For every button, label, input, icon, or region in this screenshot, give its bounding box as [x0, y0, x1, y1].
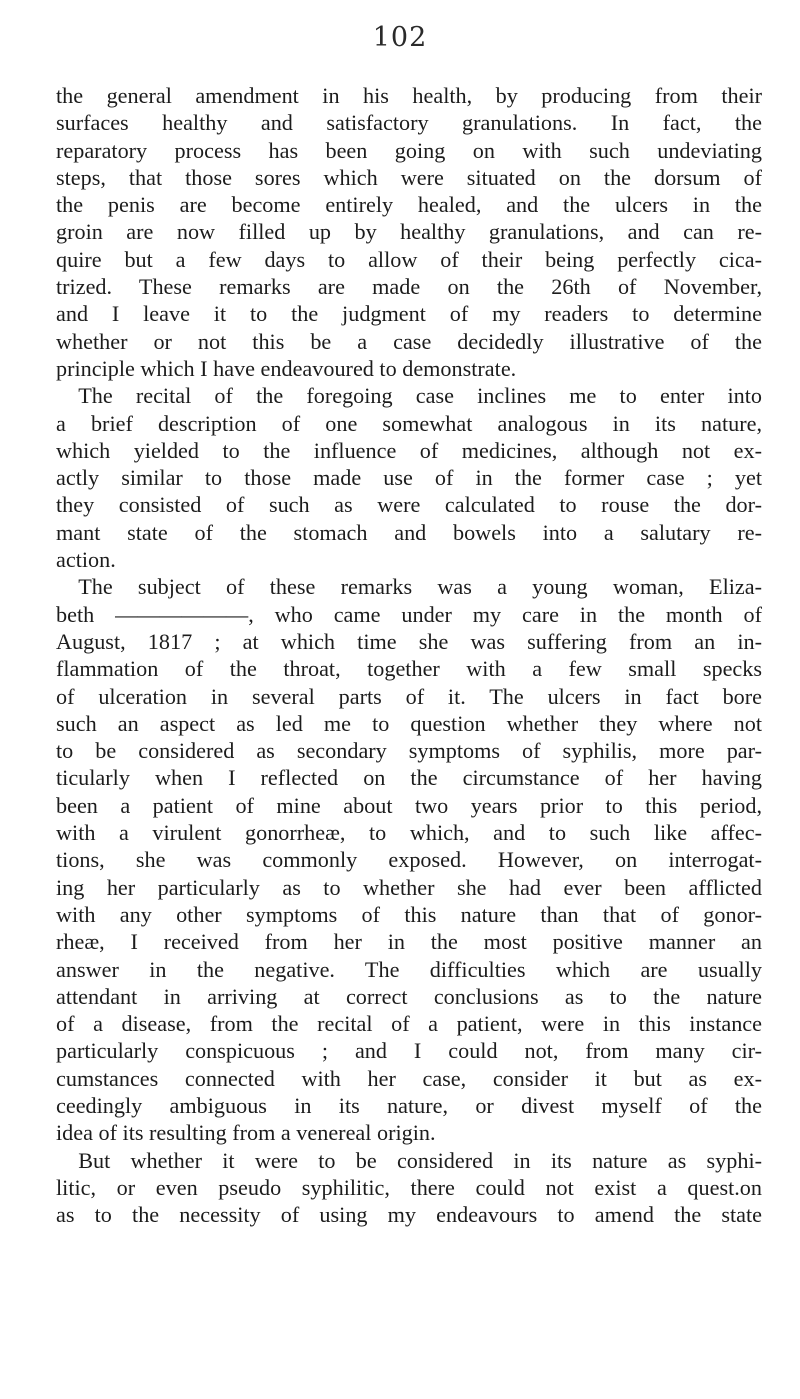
text-line: ceedingly ambiguous in its nature, or divest myself of the: [56, 1092, 762, 1118]
text-line: rheæ, I received from her in the most positive manner an: [56, 929, 762, 955]
text-line: to be considered as secondary symptoms of syphilis, more par-: [56, 738, 762, 764]
text-line: a brief description of one somewhat analogous in its nature,: [56, 410, 762, 436]
page-number: 102: [372, 22, 428, 53]
text-line: groin are now filled up by healthy granulations, and can re-: [56, 219, 762, 245]
text-line: ing her particularly as to whether she had ever been afflicted: [56, 874, 762, 900]
text-line: mant state of the stomach and bowels into a salutary re-: [56, 519, 762, 545]
text-line: with any other symptoms of this nature than that of gonor-: [56, 901, 762, 927]
text-line: principle which I have endeavoured to demonstrate.: [56, 355, 517, 381]
text-line: August, 1817 ; at which time she was suffering from an in-: [56, 628, 762, 654]
text-line: ticularly when I reflected on the circumstance of her having: [56, 765, 762, 791]
text-line: action.: [56, 547, 116, 573]
text-line: litic, or even pseudo syphilitic, there could not exist a quest.on: [56, 1174, 762, 1200]
text-line: been a patient of mine about two years prior to this period,: [56, 792, 762, 818]
text-line: The recital of the foregoing case inclines me to enter into: [56, 383, 762, 409]
text-line: tions, she was commonly exposed. However, on interrogat-: [56, 847, 762, 873]
text-line: reparatory process has been going on with such undeviating: [56, 137, 762, 163]
text-line: steps, that those sores which were situated on the dorsum of: [56, 164, 762, 190]
text-line: beth ——————, who came under my care in the month of: [56, 601, 762, 627]
text-line: such an aspect as led me to question whether they where not: [56, 710, 762, 736]
text-line: whether or not this be a case decidedly illustrative of the: [56, 328, 762, 354]
text-line: they consisted of such as were calculated to rouse the dor-: [56, 492, 762, 518]
text-line: with a virulent gonorrheæ, to which, and to such like affec-: [56, 820, 762, 846]
text-line: particularly conspicuous ; and I could not, from many cir-: [56, 1038, 762, 1064]
text-line: of ulceration in several parts of it. The ulcers in fact bore: [56, 683, 762, 709]
text-line: which yielded to the influence of medicines, although not ex-: [56, 437, 762, 463]
text-line: But whether it were to be considered in its nature as syphi-: [56, 1147, 762, 1173]
text-line: surfaces healthy and satisfactory granulations. In fact, the: [56, 110, 762, 136]
text-line: as to the necessity of using my endeavours to amend the state: [56, 1202, 762, 1228]
text-line: of a disease, from the recital of a patient, were in this instance: [56, 1011, 762, 1037]
text-line: answer in the negative. The difficulties which are usually: [56, 956, 762, 982]
text-line: The subject of these remarks was a young woman, Eliza-: [56, 574, 762, 600]
text-line: the penis are become entirely healed, and the ulcers in the: [56, 192, 762, 218]
text-line: and I leave it to the judgment of my readers to determine: [56, 301, 762, 327]
body-text: [56, 82, 762, 1228]
text-line: flammation of the throat, together with a few small specks: [56, 656, 762, 682]
text-line: idea of its resulting from a venereal origin.: [56, 1120, 436, 1146]
text-line: actly similar to those made use of in the former case ; yet: [56, 465, 762, 491]
text-line: attendant in arriving at correct conclusions as to the nature: [56, 983, 762, 1009]
text-line: trized. These remarks are made on the 26th of November,: [56, 274, 762, 300]
text-line: quire but a few days to allow of their being perfectly cica-: [56, 246, 762, 272]
text-line: the general amendment in his health, by producing from their: [56, 83, 762, 108]
text-line: cumstances connected with her case, consider it but as ex-: [56, 1065, 762, 1091]
